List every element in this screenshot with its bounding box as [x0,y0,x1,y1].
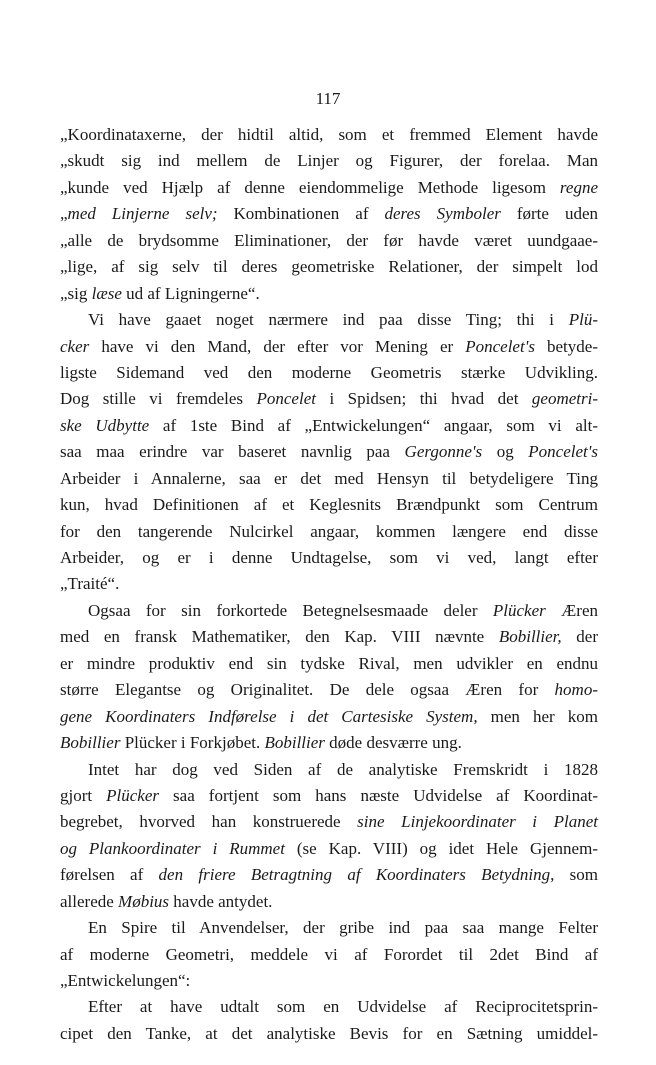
text-segment: Efter at have udtalt som en Udvidelse af Reciprocitetsprin- [88,997,598,1017]
text-segment: døde desværre ung. [324,733,462,753]
text-line [60,122,598,148]
text-segment: ud af Ligningerne“. [121,283,260,303]
text-line [60,783,598,809]
text-segment: have vi den Mand, der efter vor Mening er [89,336,466,356]
text-segment: kun, hvad Definitionen af et Keglesnits Brændpunkt som Centrum [60,495,598,515]
text-line [60,148,598,174]
text-line [60,307,598,333]
text-segment: men her kom [477,706,599,726]
italic-segment: Bobillier, [498,627,562,647]
text-segment: er mindre produktiv end sin tydske Rival, men udvikler en endnu [60,653,598,673]
text-segment: begrebet, hvorved han konstruerede [60,812,358,832]
text-segment: Vi have gaaet noget nærmere ind paa disse Ting; thi i [88,310,569,330]
text-segment: betyde- [534,336,598,356]
italic-segment: Plücker [492,600,546,620]
text-segment: ligste Sidemand ved den moderne Geometris stærke Udvikling. [60,362,598,382]
page-number: 117 [315,89,341,108]
italic-segment: deres Symboler [384,204,501,224]
text-segment: og [482,442,529,462]
text-segment: „lige, af sig selv til deres geometriske Relationer, der simpelt lod [60,257,598,277]
text-line [60,1021,598,1047]
italic-segment: Poncelet's [528,442,599,462]
text-segment: i Spidsen; thi hvad det [315,389,532,409]
italic-segment: med Linjerne selv; [67,204,218,224]
text-segment: som [554,865,598,885]
text-line [60,492,598,518]
text-segment: allerede [60,891,119,911]
text-line [60,862,598,888]
italic-segment: Poncelet [256,389,316,409]
text-segment: „Koordinataxerne, der hidtil altid, som et fremmed Element havde [60,125,598,144]
text-segment: med en fransk Mathematiker, den Kap. VIII nævnte [60,627,499,647]
text-segment: „kunde ved Hjælp af denne eiendommelige Methode ligesom [60,177,560,197]
italic-segment: cker [60,336,90,356]
text-line [60,677,598,703]
text-segment: af 1ste Bind af „Entwickelungen“ angaar, som vi alt- [149,415,598,435]
text-segment: for den tangerende Nulcirkel angaar, kommen længere end disse [60,521,598,541]
text-line [60,281,598,307]
italic-segment: og Plankoordinater i Rummet [60,838,285,858]
text-line [60,730,598,756]
text-segment: (se Kap. VIII) og idet Hele Gjennem- [284,838,598,858]
text-line [60,624,598,650]
text-segment: „alle de brydsomme Eliminationer, der før havde været uundgaae- [60,230,598,250]
text-line [60,968,598,994]
text-segment: førelsen af [60,865,159,885]
italic-segment: den friere Betragtning af Koordinaters Betydning, [158,865,555,885]
text-line [60,598,598,624]
text-segment: „sig [60,283,92,303]
italic-segment: sine Linjekoordinater i Planet [357,812,598,832]
text-line [60,413,598,439]
text-line [60,994,598,1020]
text-segment: saa maa erindre var baseret navnlig paa [60,442,405,462]
text-line [60,519,598,545]
text-segment: „ [60,204,68,224]
italic-segment: regne [559,177,598,197]
text-segment: Æren [545,600,598,620]
italic-segment: Plü- [568,310,598,330]
text-segment: „Traité“. [60,574,120,594]
text-segment: større Elegantse og Originalitet. De dele ogsaa Æren for [60,680,555,700]
text-line [60,757,598,783]
text-segment: gjort [60,785,107,805]
text-segment: Arbeider, og er i denne Undtagelse, som vi ved, langt efter [60,548,598,567]
text-segment: Plücker i Forkjøbet. [120,733,265,753]
italic-segment: geometri- [531,389,598,409]
text-line [60,915,598,941]
text-segment: cipet den Tanke, at det analytiske Bevis for en Sætning umiddel- [60,1023,598,1043]
text-segment: En Spire til Anvendelser, der gribe ind paa saa mange Felter [88,918,598,938]
text-line [60,466,598,492]
text-segment: Intet har dog ved Siden af de analytiske Fremskridt i 1828 [88,759,598,779]
text-line [60,942,598,968]
text-segment: „skudt sig ind mellem de Linjer og Figurer, der forelaa. Man [60,151,598,171]
text-segment: Arbeider i Annalerne, saa er det med Hensyn til betydeligere Ting [60,468,598,488]
text-line [60,571,598,597]
text-segment: førte uden [500,204,598,224]
body-text [60,122,598,1047]
text-line [60,254,598,280]
text-line [60,386,598,412]
text-line [60,201,598,227]
text-line [60,360,598,386]
italic-segment: Møbius [118,891,170,911]
italic-segment: Plücker [106,785,160,805]
text-segment: Ogsaa for sin forkortede Betegnelsesmaade deler [88,600,493,620]
text-segment: Kombinationen af [217,204,385,224]
italic-segment: homo- [554,680,598,700]
text-segment: Dog stille vi fremdeles [60,389,257,409]
text-line [60,889,598,915]
italic-segment: Poncelet's [465,336,535,356]
text-line [60,175,598,201]
text-line [60,334,598,360]
text-line [60,651,598,677]
text-segment: der [561,627,598,647]
italic-segment: Bobillier [264,733,325,753]
text-line [60,704,598,730]
text-segment: havde antydet. [169,891,273,911]
text-line [60,545,598,571]
italic-segment: læse [91,283,122,303]
text-line [60,439,598,465]
text-segment: saa fortjent som hans næste Udvidelse af Koordinat- [159,785,599,805]
text-line [60,836,598,862]
text-line [60,809,598,835]
italic-segment: gene Koordinaters Indførelse i det Cartesiske System, [60,706,478,726]
text-line [60,228,598,254]
italic-segment: Gergonne's [404,442,483,462]
text-segment: „Entwickelungen“: [60,971,191,990]
text-segment: af moderne Geometri, meddele vi af Forordet til 2det Bind af [60,944,598,964]
italic-segment: Bobillier [60,733,121,753]
italic-segment: ske Udbytte [60,415,150,435]
